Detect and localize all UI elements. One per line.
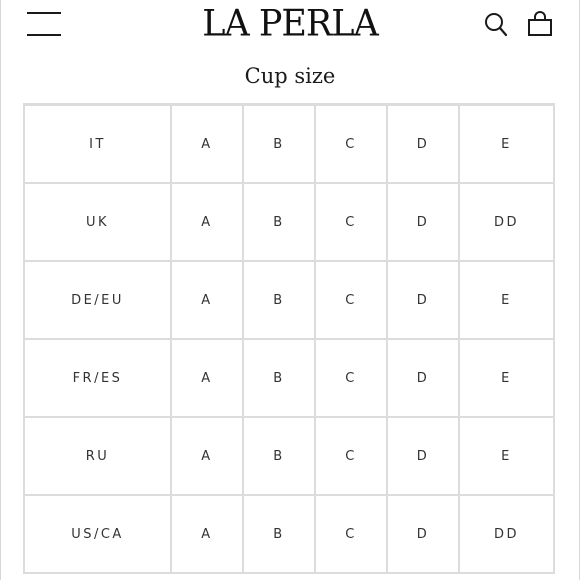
search-icon: [481, 10, 511, 40]
cup-size-cell: DD: [459, 183, 554, 261]
cup-size-cell: A: [171, 183, 243, 261]
region-label: FR/ES: [24, 339, 171, 417]
search-button[interactable]: [481, 10, 511, 40]
table-row: [24, 495, 554, 573]
region-label: DE/EU: [24, 261, 171, 339]
cup-size-cell: C: [315, 495, 387, 573]
cup-size-cell: DD: [459, 495, 554, 573]
cup-size-cell: A: [171, 495, 243, 573]
table-row: [24, 417, 554, 495]
cup-size-cell: E: [459, 339, 554, 417]
cup-size-cell: C: [315, 261, 387, 339]
table-row: [24, 261, 554, 339]
cup-size-cell: E: [459, 261, 554, 339]
cup-size-cell: A: [171, 261, 243, 339]
region-label: RU: [24, 417, 171, 495]
cup-size-cell: E: [459, 417, 554, 495]
region-label: UK: [24, 183, 171, 261]
cup-size-cell: D: [387, 417, 459, 495]
cup-size-table-body: [24, 105, 554, 574]
cup-size-table: [23, 103, 555, 574]
table-row: [24, 183, 554, 261]
cup-size-cell: C: [315, 105, 387, 184]
cup-size-cell: D: [387, 105, 459, 184]
cup-size-cell: C: [315, 339, 387, 417]
cup-size-cell: A: [171, 339, 243, 417]
site-header: [1, 0, 579, 50]
cup-size-cell: D: [387, 183, 459, 261]
cup-size-cell: B: [243, 495, 315, 573]
cup-size-cell: C: [315, 183, 387, 261]
cup-size-cell: D: [387, 495, 459, 573]
region-label: US/CA: [24, 495, 171, 573]
cup-size-cell: E: [459, 105, 554, 184]
page-title: Cup size: [244, 64, 336, 88]
cup-size-cell: B: [243, 105, 315, 184]
table-row: [24, 339, 554, 417]
cup-size-cell: C: [315, 417, 387, 495]
shopping-bag-icon: [524, 10, 556, 40]
cup-size-cell: D: [387, 339, 459, 417]
brand-logo[interactable]: LA PERLA: [202, 3, 378, 45]
table-row: [24, 105, 554, 184]
cup-size-cell: B: [243, 417, 315, 495]
cup-size-cell: B: [243, 183, 315, 261]
region-label: IT: [24, 105, 171, 184]
cup-size-cell: A: [171, 417, 243, 495]
cup-size-cell: A: [171, 105, 243, 184]
cup-size-cell: B: [243, 339, 315, 417]
cup-size-cell: D: [387, 261, 459, 339]
shopping-bag-button[interactable]: [524, 10, 556, 40]
cup-size-cell: B: [243, 261, 315, 339]
